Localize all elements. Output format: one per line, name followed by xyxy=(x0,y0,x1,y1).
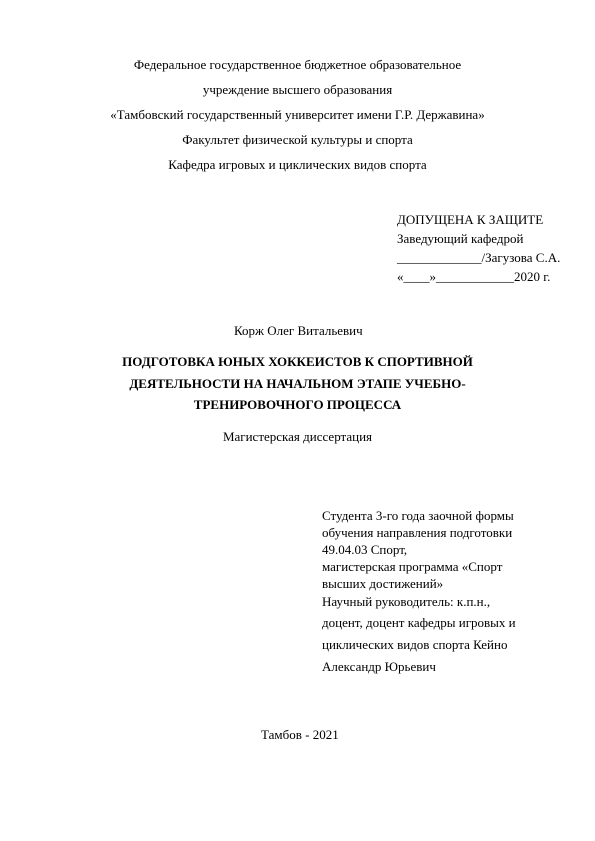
supervisor-line-1: Научный руководитель: к.п.н., xyxy=(322,594,491,609)
header-line-institution-type: учреждение высшего образования xyxy=(202,82,393,97)
header-line-university: «Тамбовский государственный университет имени Г.Р. Державина» xyxy=(110,107,485,122)
student-line-2: обучения направления подготовки xyxy=(322,525,513,540)
student-line-1: Студента 3-го года заочной формы xyxy=(322,508,514,523)
approval-signature-line: _____________/Загузова С.А. xyxy=(397,250,561,265)
student-line-3: 49.04.03 Спорт, xyxy=(322,542,408,557)
thesis-title-line-2: ДЕЯТЕЛЬНОСТИ НА НАЧАЛЬНОМ ЭТАПЕ УЧЕБНО- xyxy=(129,376,466,391)
supervisor-line-2: доцент, доцент кафедры игровых и xyxy=(322,615,516,630)
footer-city-year: Тамбов - 2021 xyxy=(261,727,339,742)
thesis-title-line-1: ПОДГОТОВКА ЮНЫХ ХОККЕИСТОВ К СПОРТИВНОЙ xyxy=(122,354,473,369)
thesis-title-line-3: ТРЕНИРОВОЧНОГО ПРОЦЕССА xyxy=(193,397,402,412)
approval-date-line: «____»____________2020 г. xyxy=(397,269,551,284)
supervisor-line-4: Александр Юрьевич xyxy=(322,659,436,674)
student-block xyxy=(322,507,516,678)
header-line-ministry: Федеральное государственное бюджетное образовательное xyxy=(133,57,462,72)
student-line-5: высших достижений» xyxy=(322,576,444,591)
approval-block xyxy=(397,210,560,286)
approval-head-of-department: Заведующий кафедрой xyxy=(397,231,524,246)
supervisor-line-3: циклических видов спорта Кейно xyxy=(322,637,508,652)
author-name: Корж Олег Витальевич xyxy=(234,323,363,338)
student-line-4: магистерская программа «Спорт xyxy=(322,559,503,574)
header-line-department: Кафедра игровых и циклических видов спорта xyxy=(168,157,427,172)
header-line-faculty: Факультет физической культуры и спорта xyxy=(182,132,413,147)
approval-title: ДОПУЩЕНА К ЗАЩИТЕ xyxy=(397,212,544,227)
work-type: Магистерская диссертация xyxy=(222,429,373,444)
